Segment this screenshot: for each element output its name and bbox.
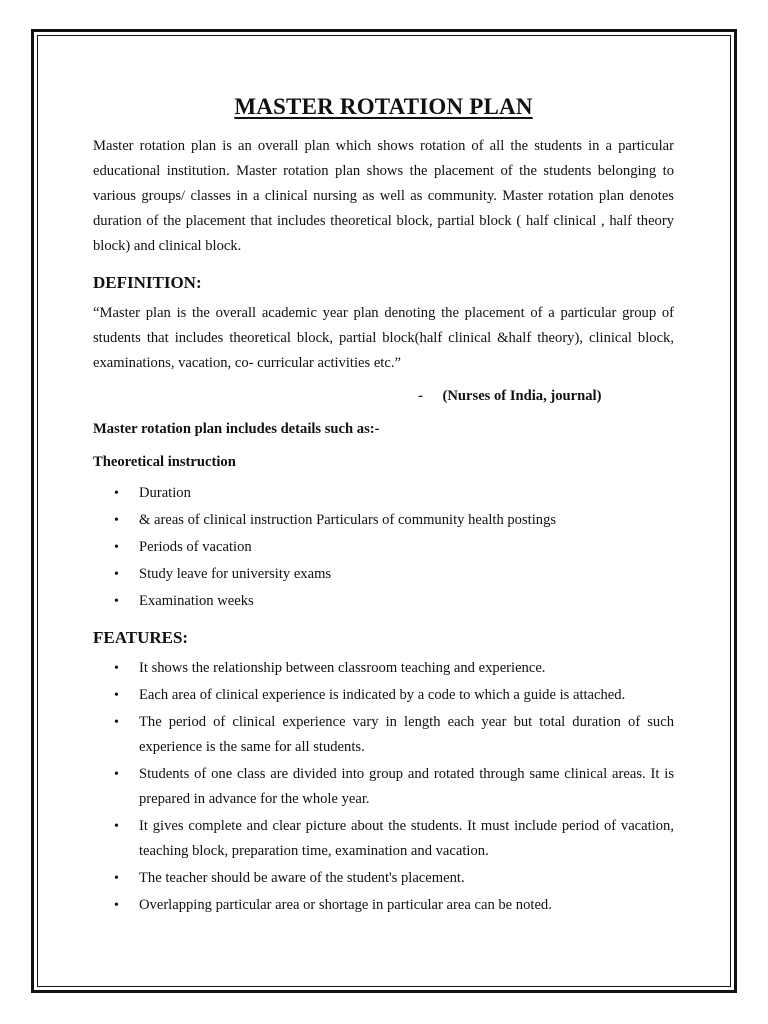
includes-heading: Master rotation plan includes details such as:- [93,421,380,437]
list-item: • It shows the relationship between classroom teaching and experience. [93,656,674,681]
definition-citation-line [93,384,674,409]
page-title: MASTER ROTATION PLAN [234,94,533,119]
list-item: • Overlapping particular area or shortage in particular area can be noted. [93,893,674,918]
list-item: • It gives complete and clear picture about the students. It must include period of vacation, teaching block, preparation time, examination and vacation. [93,814,674,864]
definition-quote: “Master plan is the overall academic year plan denoting the placement of a particular group of students that includes theoretical block, partial block(half clinical &half theory), clinical block, examinations, vacation, co- curricular activities etc.” [93,305,674,371]
list-item: • & areas of clinical instruction Particulars of community health postings [93,508,674,533]
list-item: • The period of clinical experience vary in length each year but total duration of such experience is the same for all students. [93,710,674,760]
citation-source: (Nurses of India, journal) [442,388,602,404]
list-item: • Duration [93,481,674,506]
features-list [93,656,674,918]
list-item: • Students of one class are divided into group and rotated through same clinical areas. It is prepared in advance for the whole year. [93,762,674,812]
list-item: • Examination weeks [93,589,674,614]
features-heading: FEATURES: [93,628,189,647]
theoretical-heading: Theoretical instruction [93,454,236,470]
definition-heading: DEFINITION: [93,273,202,292]
list-item: • Study leave for university exams [93,562,674,587]
list-item: • The teacher should be aware of the student's placement. [93,866,674,891]
details-list [93,481,674,614]
list-item: • Each area of clinical experience is indicated by a code to which a guide is attached. [93,683,674,708]
citation-dash: - [418,388,423,404]
intro-paragraph: Master rotation plan is an overall plan which shows rotation of all the students in a particular educational institution. Master rotation plan shows the placement of the students belonging to various groups/ classes in a clinical nursing as well as community. Master rotation plan denotes duration of the placement that includes theoretical block, partial block ( half clinical , half theory block) and clinical block. [93,138,674,254]
list-item: • Periods of vacation [93,535,674,560]
document-body [93,94,674,920]
